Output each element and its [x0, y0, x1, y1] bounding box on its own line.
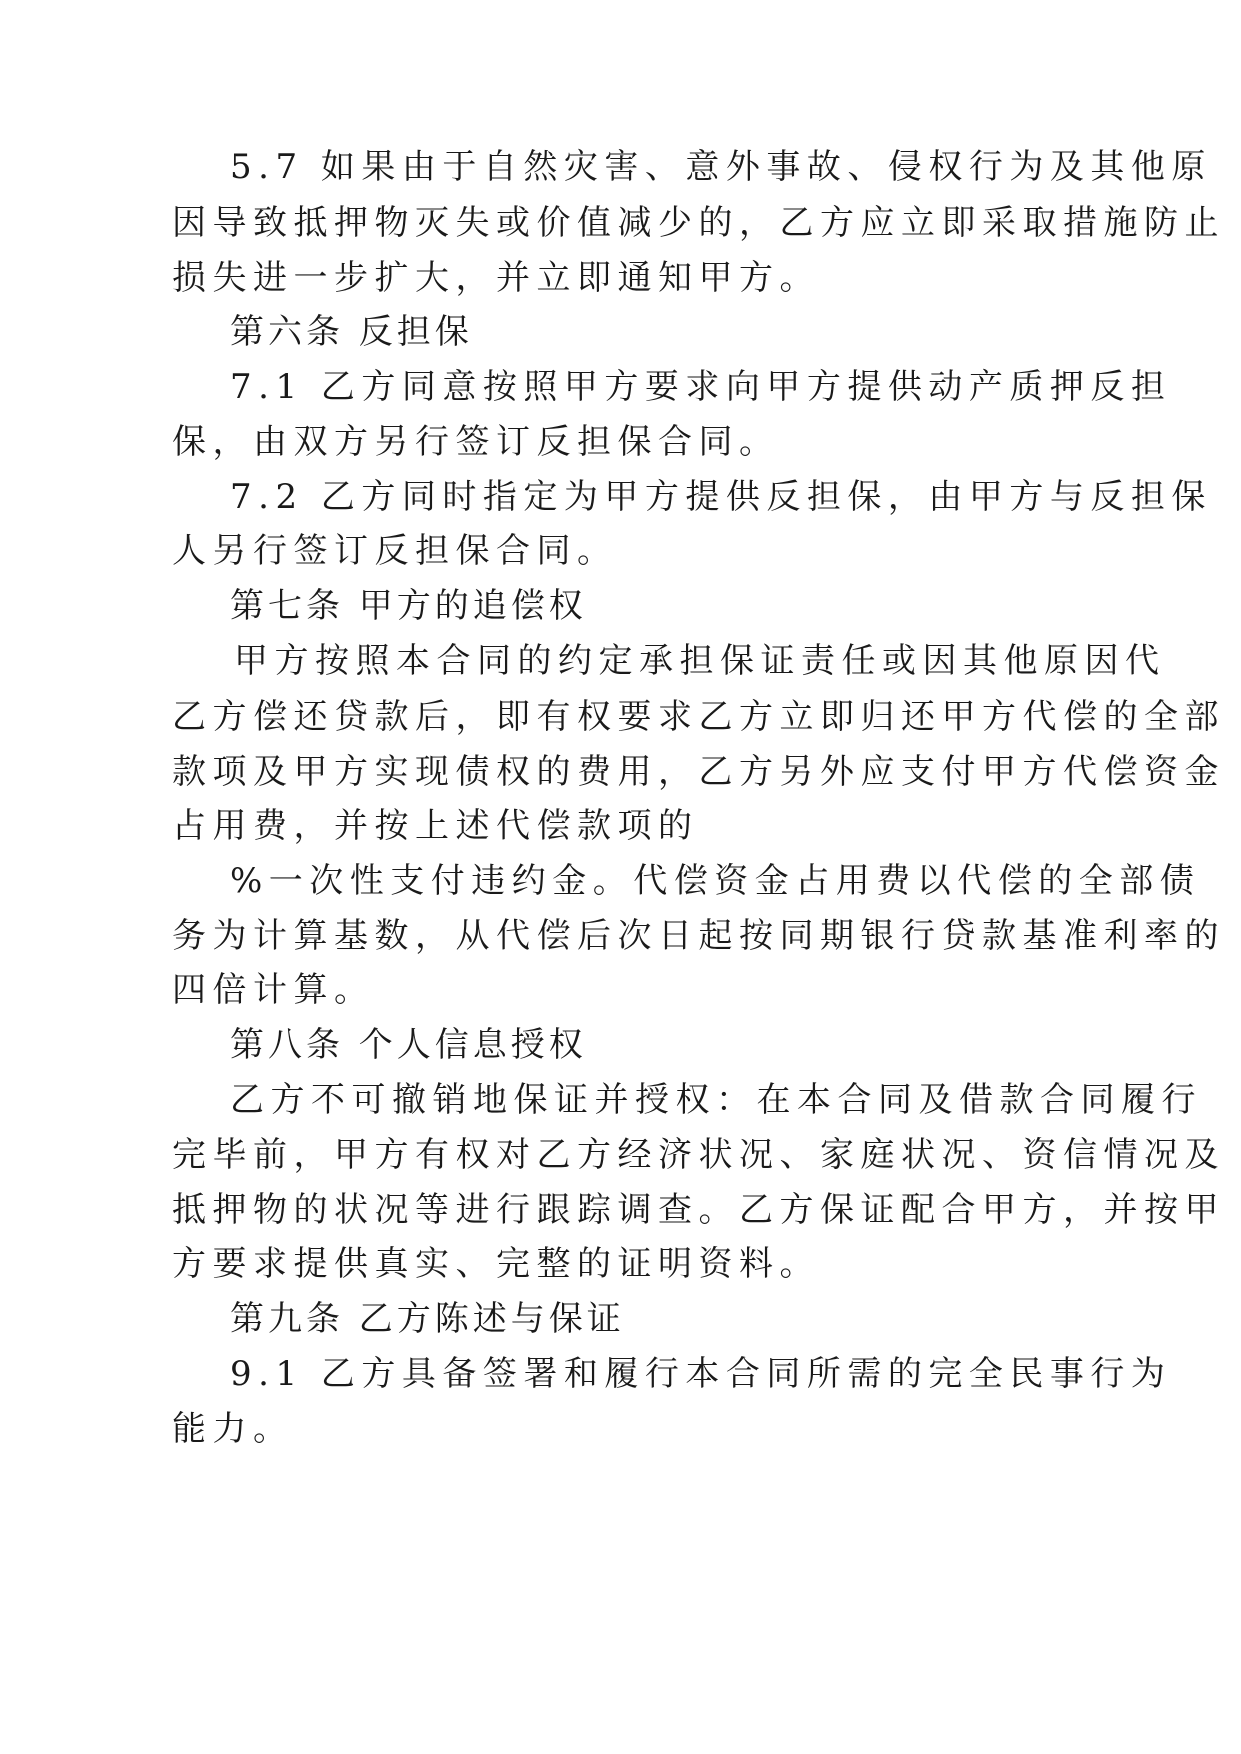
- paragraph-line: 能力。: [172, 1409, 294, 1449]
- paragraph-line: 款项及甲方实现债权的费用，乙方另外应支付甲方代偿资金: [172, 752, 1225, 792]
- paragraph-line: 方要求提供真实、完整的证明资料。: [172, 1244, 820, 1284]
- paragraph-line: 甲方按照本合同的约定承担保证责任或因其他原因代: [234, 641, 1166, 681]
- paragraph-line: 人另行签订反担保合同。: [172, 531, 618, 571]
- paragraph-line: 损失进一步扩大，并立即通知甲方。: [172, 258, 820, 298]
- section-heading: 第六条 反担保: [230, 312, 473, 352]
- paragraph-line: 7.1 乙方同意按照甲方要求向甲方提供动产质押反担: [230, 367, 1172, 407]
- paragraph-line: 占用费，并按上述代偿款项的: [172, 806, 699, 846]
- paragraph-line: 务为计算基数，从代偿后次日起按同期银行贷款基准利率的: [172, 916, 1225, 956]
- paragraph-line: 抵押物的状况等进行跟踪调查。乙方保证配合甲方，并按甲: [172, 1190, 1225, 1230]
- paragraph-line: 5.7 如果由于自然灾害、意外事故、侵权行为及其他原: [230, 147, 1212, 187]
- paragraph-line: 乙方不可撤销地保证并授权：在本合同及借款合同履行: [230, 1080, 1202, 1120]
- paragraph-line: %一次性支付违约金。代偿资金占用费以代偿的全部债: [230, 861, 1201, 901]
- section-heading: 第八条 个人信息授权: [230, 1025, 587, 1065]
- section-heading: 第七条 甲方的追偿权: [230, 586, 587, 626]
- paragraph-line: 四倍计算。: [172, 970, 375, 1010]
- paragraph-line: 因导致抵押物灭失或价值减少的，乙方应立即采取措施防止: [172, 203, 1225, 243]
- paragraph-line: 7.2 乙方同时指定为甲方提供反担保，由甲方与反担保: [230, 477, 1212, 517]
- paragraph-line: 完毕前，甲方有权对乙方经济状况、家庭状况、资信情况及: [172, 1135, 1225, 1175]
- paragraph-line: 9.1 乙方具备签署和履行本合同所需的完全民事行为: [230, 1354, 1172, 1394]
- section-heading: 第九条 乙方陈述与保证: [230, 1299, 625, 1339]
- paragraph-line: 乙方偿还贷款后，即有权要求乙方立即归还甲方代偿的全部: [172, 697, 1225, 737]
- paragraph-line: 保，由双方另行签订反担保合同。: [172, 422, 780, 462]
